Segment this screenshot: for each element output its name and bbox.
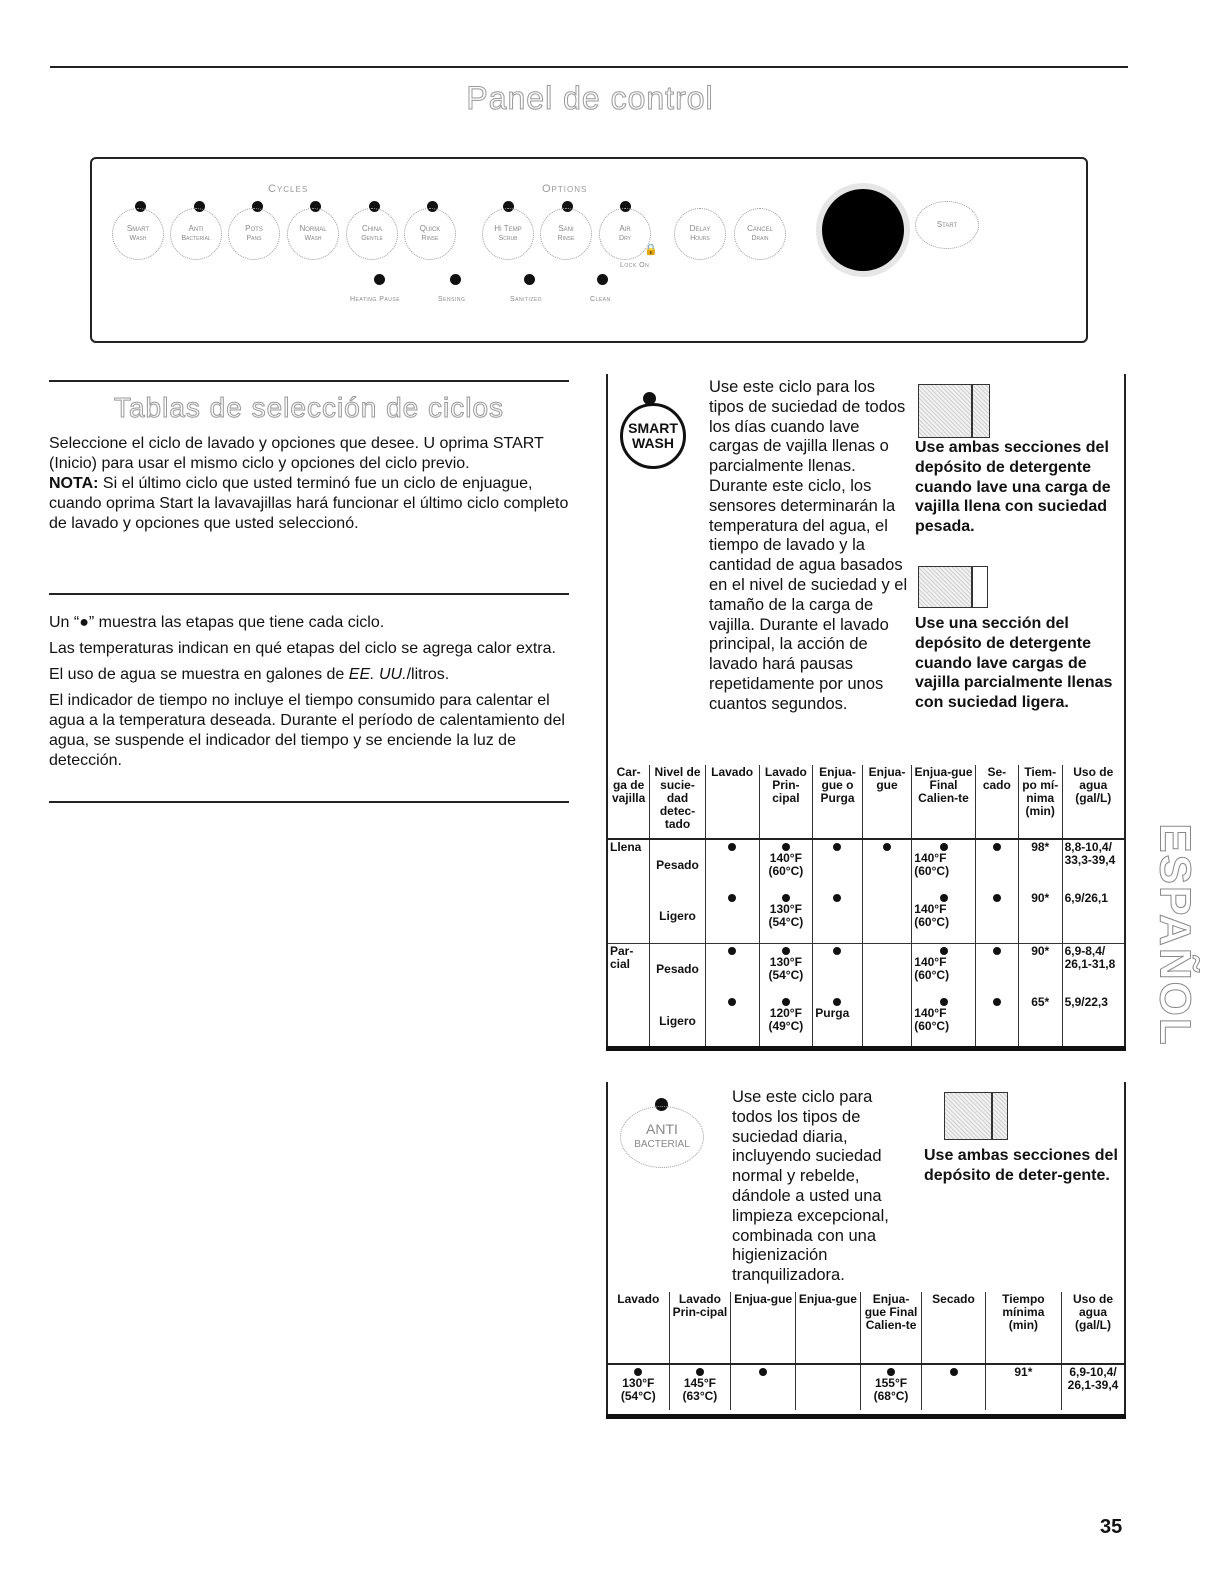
normal-wash-button[interactable]: Normal Wash <box>287 208 339 260</box>
language-tab: ESPAÑOL <box>1151 823 1200 1047</box>
hi-temp-scrub-button[interactable]: Hi Temp Scrub <box>482 208 534 260</box>
water-legend-b: EE. UU. <box>348 666 407 683</box>
detergent-empty-cup-icon <box>972 566 988 608</box>
anti-bacterial-description: Use este ciclo para todos los tipos de suciedad diaria, incluyendo suciedad normal y rebelde, dándole a usted una limpieza excepcional, combinada con una higienización tranquilizadora. <box>732 1088 889 1285</box>
left-top-rule <box>49 380 569 382</box>
anti-bacterial-symbol: ANTI BACTERIAL <box>620 1106 704 1168</box>
smart-wash-symbol: SMART WASH <box>620 403 686 469</box>
water-legend-c: /litros. <box>406 666 450 683</box>
nota-text: Si el último ciclo que usted terminó fue un ciclo de enjuague, cuando oprima Start la lavavajillas hará funcionar el último ciclo completo de lavado y opciones que usted seleccionó. <box>49 475 569 532</box>
anti-note: Use ambas secciones del depósito de deter-gente. <box>924 1147 1118 1184</box>
heating-pause-label: Heating Pause <box>350 296 401 303</box>
intro-paragraph: Seleccione el ciclo de lavado y opciones que desee. U oprima START (Inicio) para usar el mismo ciclo y opciones del ciclo previo. <box>49 435 544 472</box>
clean-dot <box>597 274 608 285</box>
time-legend: El indicador de tiempo no incluye el tiempo consumido para calentar el agua a la temperatura deseada. Durante el período de calentamiento del agua, se suspende el indicador del tiempo y se enciende la luz de detección. <box>49 692 565 769</box>
detergent-one-icon <box>918 566 972 608</box>
cancel-drain-button[interactable]: Cancel Drain <box>734 208 786 260</box>
section-heading: Tablas de selección de ciclos <box>113 392 505 423</box>
anti-bacterial-button[interactable]: Anti Bacterial <box>170 208 222 260</box>
lock-on-label: Lock On <box>620 262 650 269</box>
lock-icon: 🔒 <box>644 244 658 256</box>
smart-note-both: Use ambas secciones del depósito de detergente cuando lave una carga de vajilla llena con suciedad pesada. <box>915 439 1111 536</box>
left-bottom-rule <box>49 801 569 803</box>
detergent-cup-icon <box>972 384 990 438</box>
left-mid-rule <box>49 593 569 595</box>
air-dry-button[interactable]: Air Dry <box>599 208 651 260</box>
table-row: Ligero 130°F (54°C) 140°F (60°C) 90* 6,9/26,1 <box>608 891 1124 943</box>
smart-right-line <box>1124 374 1126 1051</box>
anti-detergent-both-icon <box>944 1092 992 1140</box>
cycles-label: Cycles <box>268 183 309 195</box>
smart-wash-button[interactable]: Smart Wash <box>112 208 164 260</box>
detergent-both-icon <box>918 384 972 438</box>
table-row: Llena Pesado 140°F (60°C) 140°F (60°C) 98* 8,8-10,4/ 33,3-39,4 <box>608 839 1124 891</box>
sensing-label: Sensing <box>438 296 466 303</box>
anti-bacterial-table: Lavado Lavado Prin-cipal Enjua-gue Enjua-gue Enjua-gue Final Calien-te Secado Tiempo mínima (min) Uso de agua (gal/L) 130°F (54°C) 145°F (63°C) 155°F (68°C) 91* 6,9-10,4/ 26,1-39,4 <box>608 1292 1124 1410</box>
sensing-dot <box>450 274 461 285</box>
intro-text <box>49 434 569 534</box>
top-rule <box>50 66 1128 68</box>
page-number: 35 <box>1100 1516 1123 1538</box>
smart-wash-description: Use este ciclo para los tipos de suciedad de todos los días cuando lave cargas de vajilla llenas o parcialmente llenas. Durante este ciclo, los sensores determinarán la temperatura del agua, el tiempo de lavado y la cantidad de agua basados en el nivel de suciedad y el tamaño de la carga de vajilla. Durante el lavado principal, la acción de lavado hará pausas repetidamente por unos cuantos segundos. <box>709 378 908 713</box>
water-legend-a: El uso de agua se muestra en galones de <box>49 666 349 683</box>
control-panel <box>90 157 1088 343</box>
page-title: Panel de control <box>466 80 714 116</box>
sani-rinse-button[interactable]: Sani Rinse <box>540 208 592 260</box>
table-row: Par-cial Pesado 130°F (54°C) 140°F (60°C) 90* 6,9-8,4/ 26,1-31,8 <box>608 943 1124 995</box>
temp-legend: Las temperaturas indican en qué etapas del ciclo se agrega calor extra. <box>49 640 556 657</box>
start-button[interactable]: Start <box>915 201 979 249</box>
anti-table-bottom <box>606 1414 1126 1419</box>
heating-pause-dot <box>374 274 385 285</box>
sanitized-label: Sanitized <box>510 296 542 303</box>
control-knob[interactable] <box>822 189 904 271</box>
clean-label: Clean <box>590 296 611 303</box>
table-row: 130°F (54°C) 145°F (63°C) 155°F (68°C) 91* 6,9-10,4/ 26,1-39,4 <box>608 1364 1124 1410</box>
sanitized-dot <box>524 274 535 285</box>
legend-text <box>49 613 569 771</box>
table-row: Ligero 120°F (49°C) Purga 140°F (60°C) 65* 5,9/22,3 <box>608 995 1124 1047</box>
anti-detergent-cup-icon <box>992 1092 1008 1140</box>
nota-label: NOTA: <box>49 475 99 492</box>
anti-right-line <box>1124 1082 1126 1418</box>
delay-hours-button[interactable]: Delay Hours <box>674 208 726 260</box>
smart-wash-table: Car-ga de vajilla Nivel de sucie-dad detec-tado Lavado Lavado Prin-cipal Enjua-gue o Purga Enjua-gue Enjua-gue Final Calien-te Se-cado Tiem-po mí-nima (min) Uso de agua (gal/L) Llena Pesado 140°F (60°C) 140°F (60°C) 98* 8,8-10,4/ 33,3-39,4 Ligero 130°F (54°C) 140°F (60°C) 90* 6,9/26,1 Par-cial Pesado 130°F (54°C) 140°F (60°C) 90* 6,9-8,4/ 26,1-31,8 Ligero 120°F (49°C) Purga 140°F (60°C) 65* 5,9/22,3 <box>608 765 1124 1047</box>
options-label: Options <box>542 183 588 195</box>
china-gentle-button[interactable]: China Gentle <box>346 208 398 260</box>
smart-table-bottom <box>606 1046 1126 1051</box>
pots-pans-button[interactable]: Pots Pans <box>228 208 280 260</box>
smart-note-one: Use una sección del depósito de detergente cuando lave cargas de vajilla parcialmente llenas con suciedad ligera. <box>915 615 1113 712</box>
bullet-legend: Un “●” muestra las etapas que tiene cada ciclo. <box>49 614 385 631</box>
quick-rinse-button[interactable]: Quick Rinse <box>404 208 456 260</box>
